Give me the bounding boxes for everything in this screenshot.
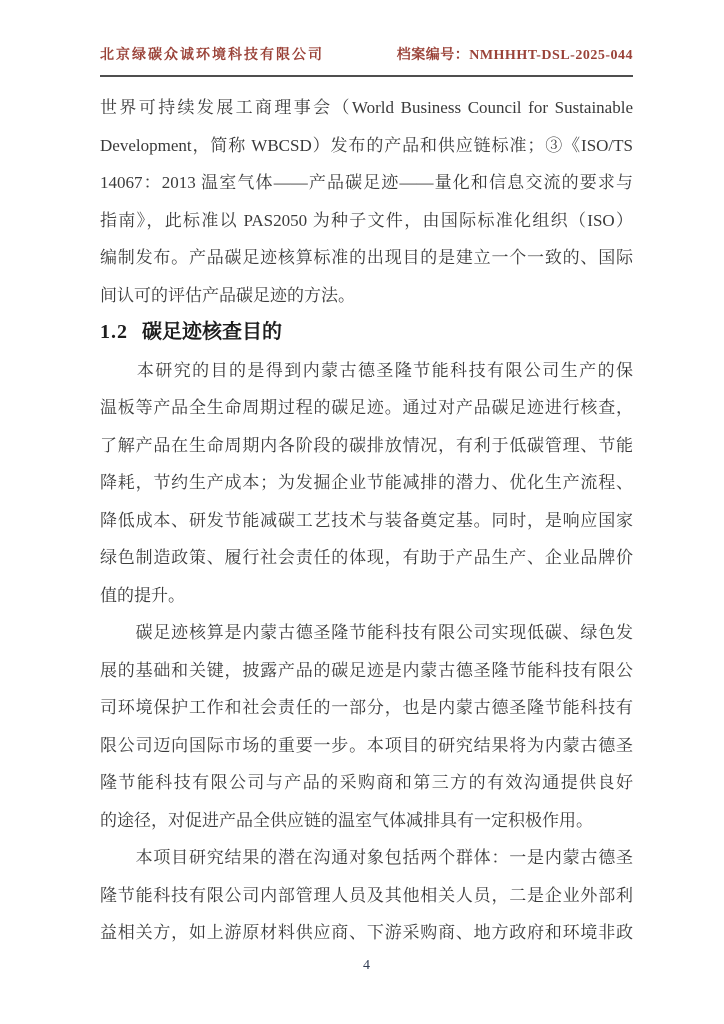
document-line: 值的提升。	[100, 585, 185, 605]
archive-number	[397, 46, 633, 66]
document-line: 了解产品在生命周期内各阶段的碳排放情况，有利于低碳管理、节能	[100, 435, 633, 455]
archive-number-label: 档案编号：	[396, 48, 470, 63]
section-heading	[100, 314, 633, 352]
document-line: 降低成本、研发节能减碳工艺技术与装备奠定基。同时，是响应国家	[100, 510, 633, 530]
document-line: 温板等产品全生命周期过程的碳足迹。通过对产品碳足迹进行核查，	[100, 398, 633, 417]
document-line: 本研究的目的是得到内蒙古德圣隆节能科技有限公司生产的保	[100, 360, 633, 380]
document-line: 限公司迈向国际市场的重要一步。本项目的研究结果将为内蒙古德圣	[100, 735, 633, 755]
document-line: 编制发布。产品碳足迹核算标准的出现目的是建立一个一致的、国际	[100, 248, 633, 267]
document-line: 隆节能科技有限公司内部管理人员及其他相关人员，二是企业外部利	[100, 885, 633, 905]
document-line: 间认可的评估产品碳足迹的方法。	[100, 285, 355, 305]
page-header	[100, 46, 633, 66]
archive-number-value: NMHHHT-DSL-2025-044	[469, 48, 633, 63]
paragraph	[100, 614, 633, 839]
company-name: 北京绿碳众诚环境科技有限公司	[100, 48, 324, 63]
document-line: 世界可持续发展工商理事会（World Business Council for Sustainable	[100, 98, 633, 117]
document-line: 的途径，对促进产品全供应链的温室气体减排具有一定积极作用。	[100, 810, 593, 830]
section-title: 碳足迹核查目的	[142, 321, 282, 343]
document-line: 降耗，节约生产成本；为发掘企业节能减排的潜力、优化生产流程、	[100, 473, 633, 492]
document-line: 碳足迹核算是内蒙古德圣隆节能科技有限公司实现低碳、绿色发	[100, 623, 633, 642]
paragraph	[100, 839, 633, 952]
document-line: 展的基础和关键，披露产品的碳足迹是内蒙古德圣隆节能科技有限公	[100, 660, 633, 680]
header-rule	[100, 75, 633, 77]
page-footer	[100, 958, 633, 974]
document-line: 绿色制造政策、履行社会责任的体现，有助于产品生产、企业品牌价	[100, 548, 633, 567]
paragraph	[100, 89, 633, 314]
document-line: 14067：2013 温室气体——产品碳足迹——量化和信息交流的要求与	[100, 173, 633, 192]
document-line: 益相关方，如上游原材料供应商、下游采购商、地方政府和环境非政	[100, 923, 633, 942]
paragraph	[100, 352, 633, 615]
document-line: 隆节能科技有限公司与产品的采购商和第三方的有效沟通提供良好	[100, 773, 633, 792]
section-number: 1.2	[100, 321, 128, 343]
document-line: Development，简称 WBCSD）发布的产品和供应链标准；③《ISO/TS	[100, 135, 633, 155]
document-line: 指南》，此标准以 PAS2050 为种子文件，由国际标准化组织（ISO）	[100, 210, 633, 230]
document-line: 本项目研究结果的潜在沟通对象包括两个群体：一是内蒙古德圣	[100, 848, 633, 867]
page-number: 4	[363, 957, 370, 973]
document-line: 司环境保护工作和社会责任的一部分，也是内蒙古德圣隆节能科技有	[100, 698, 633, 717]
